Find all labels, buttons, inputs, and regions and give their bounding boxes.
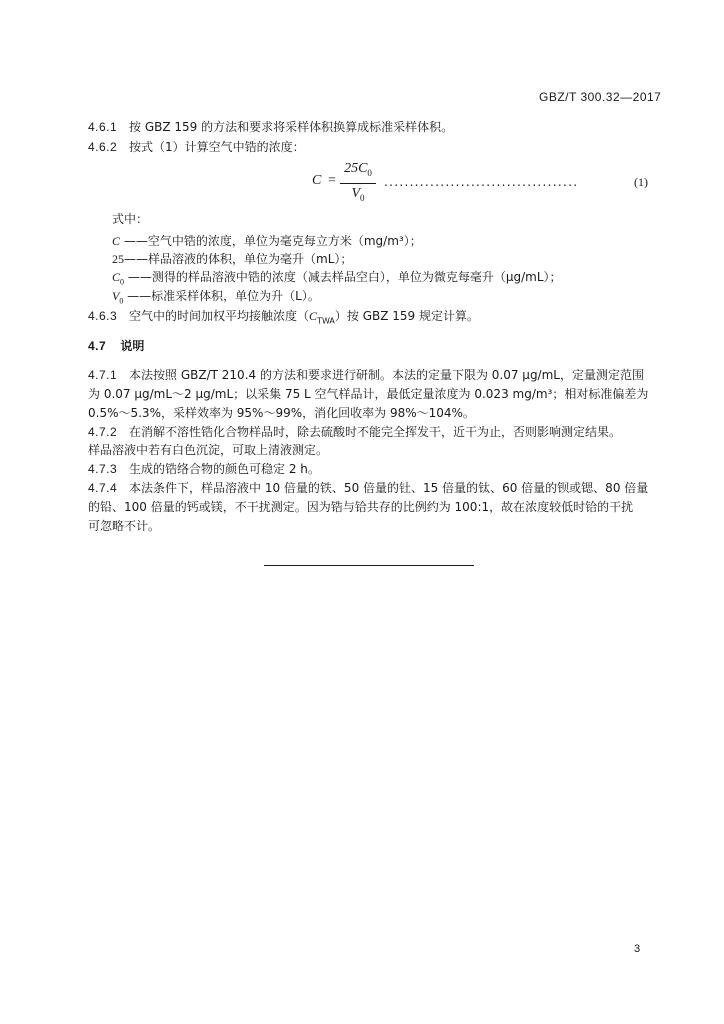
formula-number: (1)	[634, 175, 648, 189]
clause-number: 4.6.1	[88, 120, 118, 134]
def-sub: 0	[120, 277, 125, 287]
def-symbol: 25	[112, 252, 124, 266]
twa-sub: TWA	[317, 316, 335, 326]
numerator-text: 25C	[344, 161, 368, 176]
clause-4-6-2	[88, 138, 305, 156]
numerator-sub: 0	[367, 167, 372, 178]
section-4-7-heading	[88, 337, 144, 355]
clause-4-7-2-line1	[88, 423, 621, 441]
formula-numerator	[344, 160, 372, 182]
clause-text: 按式（1）计算空气中锆的浓度：	[129, 140, 305, 154]
def-sub: 0	[119, 296, 124, 306]
definition-row	[112, 250, 352, 268]
clause-4-7-4-line2: 的铅、100 倍量的钙或镁，不干扰测定。因为锆与铪共存的比例约为 100:1，故在浓度较低时铪的干扰	[88, 500, 634, 514]
clause-4-7-1-line1	[88, 366, 644, 384]
clause-number: 4.6.2	[88, 140, 118, 154]
standard-code: GBZ/T 300.32—2017	[539, 90, 662, 104]
clause-4-7-2-line2: 样品溶液中若有白色沉淀，可取上清液测定。	[88, 443, 329, 457]
definition-row	[112, 232, 422, 250]
clause-number: 4.7.3	[88, 462, 118, 476]
clause-number: 4.7.2	[88, 425, 118, 439]
clause-text-pre: 空气中的时间加权平均接触浓度（	[129, 309, 310, 323]
formula-fraction	[340, 160, 376, 207]
def-text: 空气中锆的浓度，单位为毫克每立方米（mg/m³）；	[147, 234, 422, 248]
clause-4-6-1	[88, 118, 453, 136]
twa-symbol: C	[309, 309, 318, 323]
clause-text: 本法按照 GBZ/T 210.4 的方法和要求进行研制。本法的定量下限为 0.07 μg/mL，定量测定范围	[129, 368, 644, 382]
clause-4-7-4-line3: 可忽略不计。	[88, 519, 161, 533]
clause-4-7-4-line1	[88, 479, 648, 497]
clause-text: 按 GBZ 159 的方法和要求将采样体积换算成标准采样体积。	[129, 120, 454, 134]
page-number: 3	[634, 943, 641, 955]
clause-number: 4.7.4	[88, 481, 118, 495]
def-dash: ——	[127, 289, 152, 303]
def-text: 样品溶液的体积，单位为毫升（mL）；	[148, 252, 353, 266]
def-dash: ——	[123, 234, 148, 248]
def-symbol: C	[112, 270, 121, 284]
formula-lhs: C	[312, 173, 322, 188]
clause-4-7-3	[88, 460, 320, 478]
clause-text: 生成的锆络合物的颜色可稳定 2 h。	[129, 462, 320, 476]
denominator-text: V	[351, 185, 361, 201]
clause-4-6-3	[88, 307, 479, 330]
clause-text: 本法条件下，样品溶液中 10 倍量的铁、50 倍量的钍、15 倍量的钛、60 倍量的钡或锶、80 倍量	[129, 481, 649, 495]
formula-leader-dots: ......................................	[384, 175, 579, 189]
denominator-sub: 0	[360, 192, 365, 203]
def-text: 标准采样体积，单位为升（L）。	[151, 289, 320, 303]
end-of-text-rule	[264, 565, 474, 566]
clause-text: 在消解不溶性锆化合物样品时，除去硫酸时不能完全挥发干，近干为止，否则影响测定结果。	[129, 425, 622, 439]
where-label: 式中：	[112, 212, 149, 226]
clause-text-post: ）按 GBZ 159 规定计算。	[334, 309, 480, 323]
clause-4-7-1-line2: 为 0.07 μg/mL～2 μg/mL；以采集 75 L 空气样品计，最低定量浓度为 0.023 mg/m³；相对标准偏差为	[88, 387, 649, 401]
fraction-bar	[340, 183, 376, 184]
clause-4-7-1-line3: 0.5%～5.3%，采样效率为 95%～99%，消化回收率为 98%～104%。	[88, 406, 475, 420]
formula-equals: =	[328, 173, 336, 188]
def-symbol: C	[112, 234, 121, 248]
def-dash: ——	[127, 270, 152, 284]
clause-number: 4.7.1	[88, 368, 118, 382]
formula-denominator	[351, 185, 364, 207]
section-title: 说明	[120, 339, 145, 353]
clause-number: 4.6.3	[88, 309, 118, 323]
section-number: 4.7	[88, 339, 107, 353]
def-text: 测得的样品溶液中锆的浓度（减去样品空白），单位为微克每毫升（μg/mL）；	[151, 270, 562, 284]
def-symbol: V	[112, 289, 120, 303]
def-dash: ——	[124, 252, 148, 266]
